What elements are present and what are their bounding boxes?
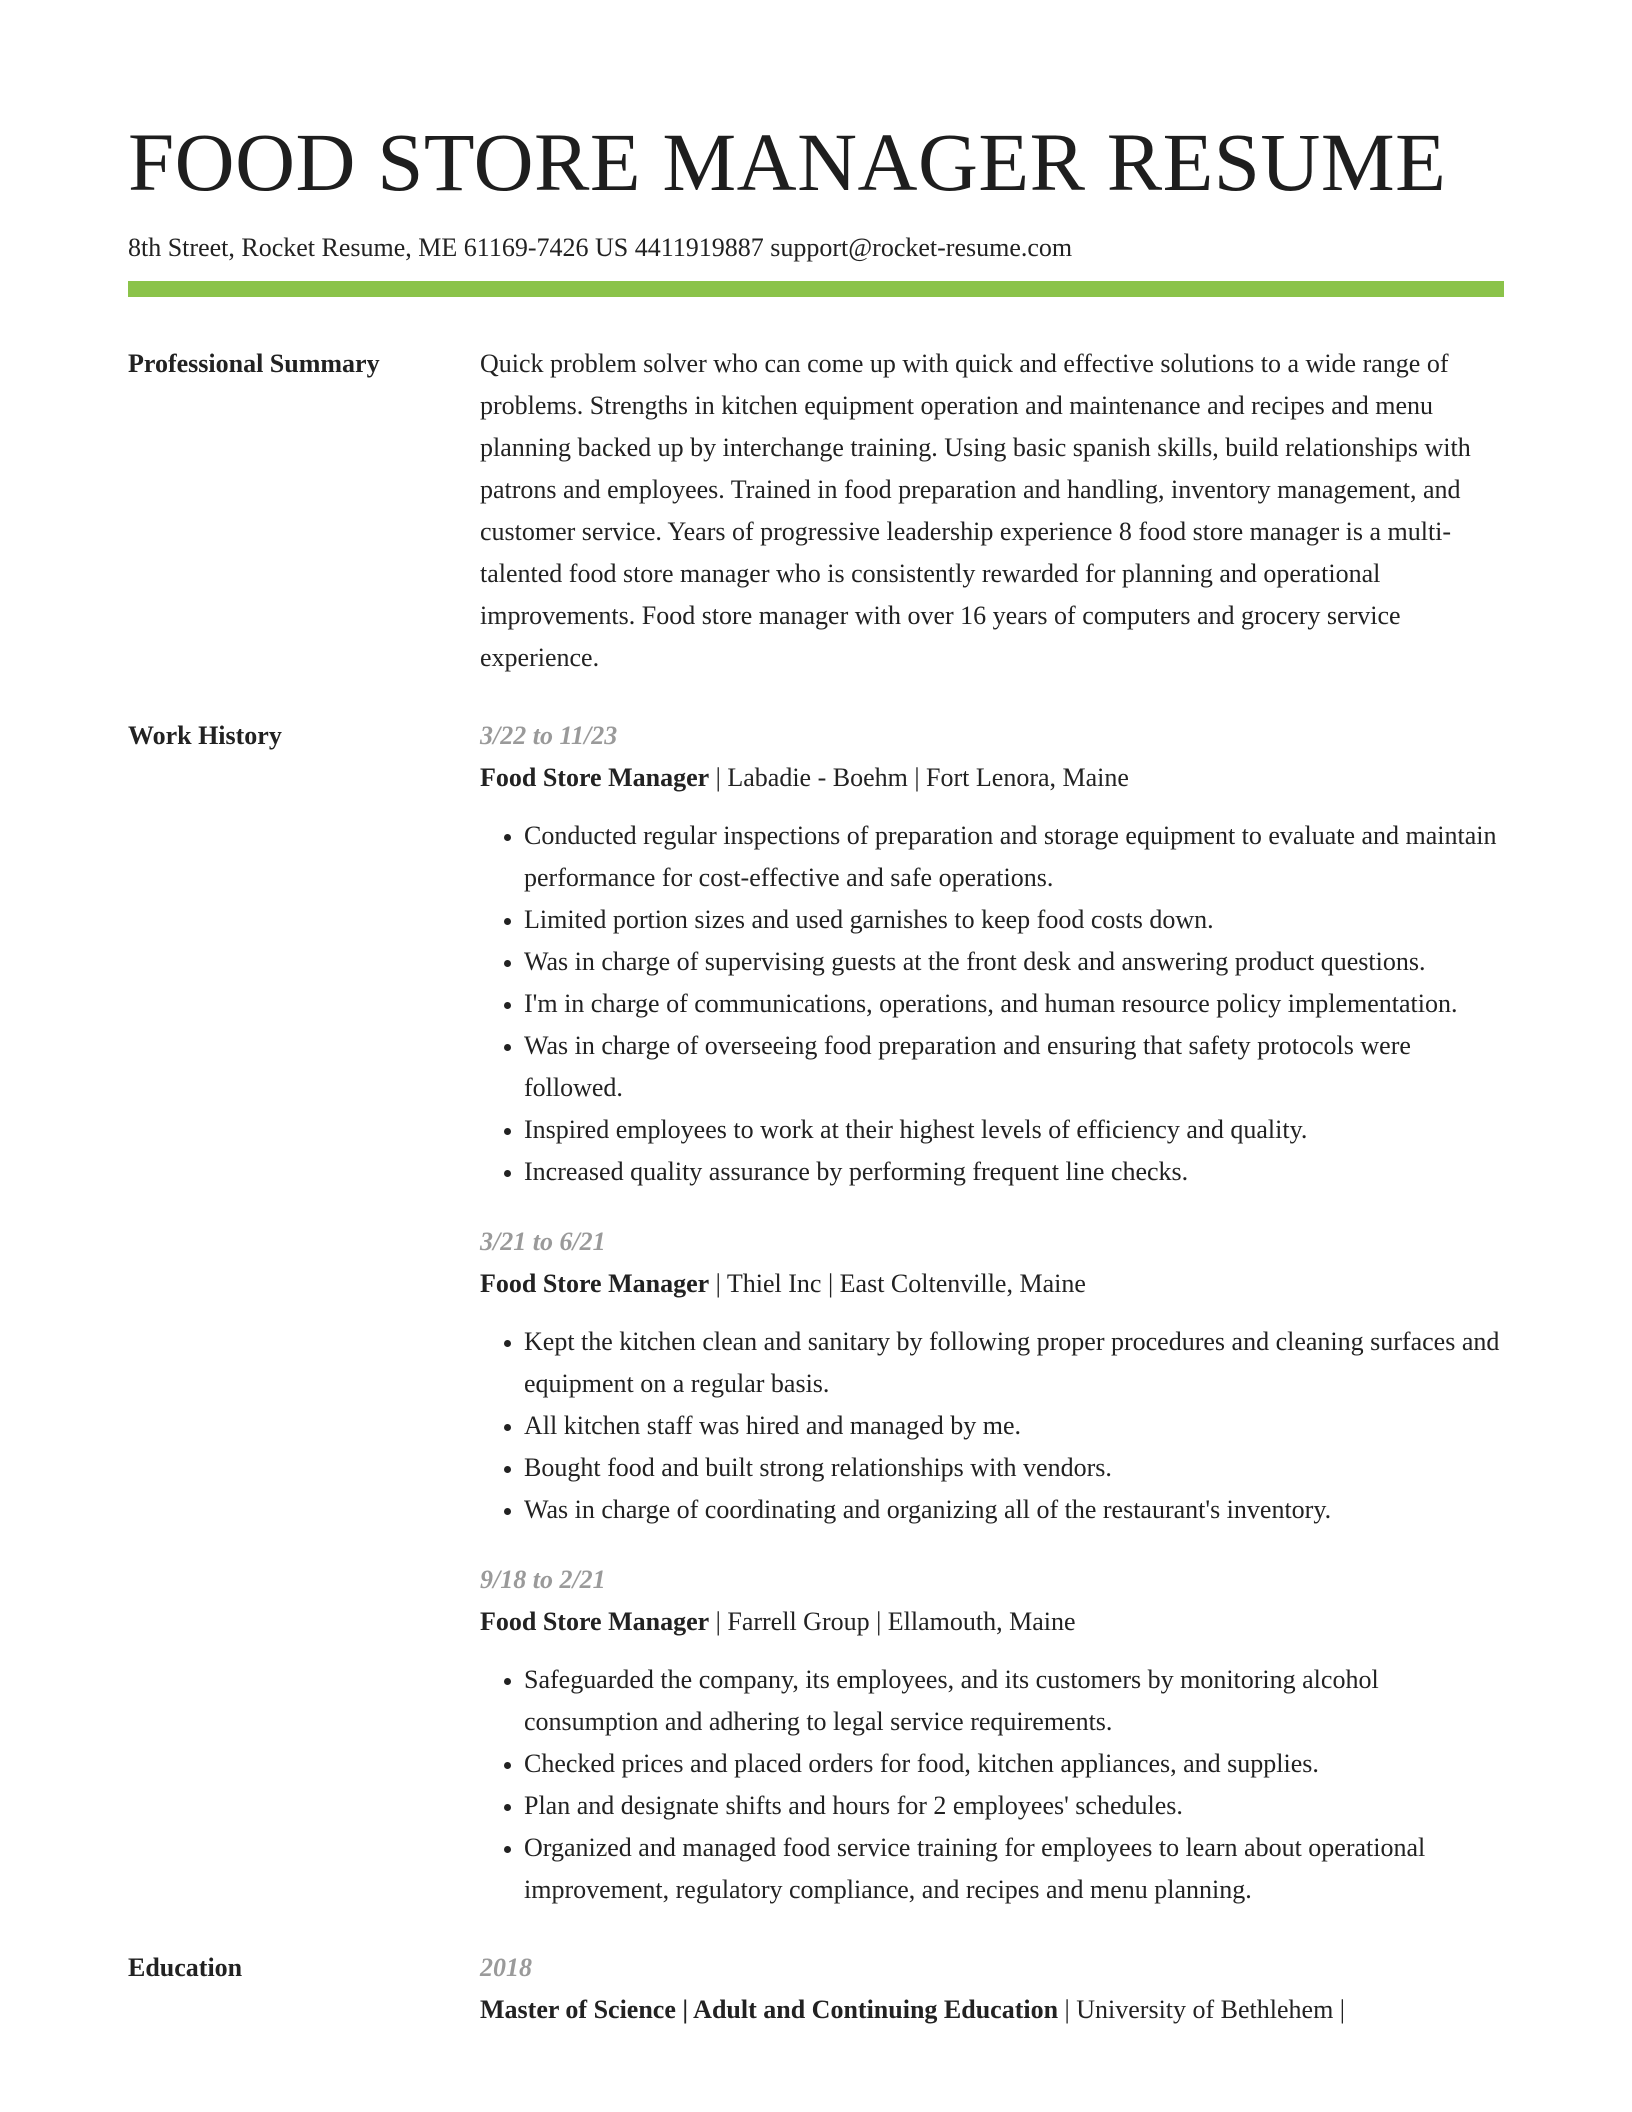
job-bullet: • I'm in charge of communications, operations, and human resource policy implementation. (524, 983, 1504, 1025)
job-details: | Thiel Inc | East Coltenville, Maine (709, 1269, 1086, 1299)
job-bullets (480, 1321, 1504, 1531)
resume-title: FOOD STORE MANAGER RESUME (128, 116, 1447, 208)
job-role-line (480, 1601, 1504, 1643)
education-school: | University of Bethlehem | (1058, 1995, 1346, 2025)
job-entry (480, 715, 1504, 1193)
job-role-line (480, 757, 1504, 799)
job-entry (480, 1221, 1504, 1531)
summary-text: Quick problem solver who can come up with quick and effective solutions to a wide range of problems. Strengths in kitchen equipment operation and maintenance and recipes and menu planning backed up by interchange training. Using basic spanish skills, build relationships with patrons and employees. Trained in food preparation and handling, inventory management, and customer service. Years of progressive leadership experience 8 food store manager is a multi-talented food store manager who is consistently rewarded for planning and operational improvements. Food store manager with over 16 years of computers and grocery service experience. (480, 349, 1471, 673)
accent-divider (128, 281, 1504, 297)
job-bullet: • Checked prices and placed orders for food, kitchen appliances, and supplies. (524, 1743, 1504, 1785)
job-bullets (480, 815, 1504, 1193)
summary-body (480, 345, 1504, 679)
education-line (480, 1989, 1504, 2031)
education-body (480, 1949, 1504, 2031)
job-title: Food Store Manager (480, 763, 710, 793)
job-details: | Labadie - Boehm | Fort Lenora, Maine (709, 763, 1129, 793)
job-bullet: • Organized and managed food service training for employees to learn about operational improvement, regulatory compliance, and recipes and menu planning. (524, 1827, 1504, 1911)
job-dates: 3/21 to 6/21 (480, 1227, 606, 1257)
job-bullet: • All kitchen staff was hired and managed by me. (524, 1405, 1504, 1447)
education-section (128, 1949, 1504, 2031)
section-label-summary: Professional Summary (128, 349, 380, 379)
job-details: | Farrell Group | Ellamouth, Maine (709, 1607, 1076, 1637)
job-title: Food Store Manager (480, 1607, 710, 1637)
job-title: Food Store Manager (480, 1269, 710, 1299)
job-dates: 9/18 to 2/21 (480, 1565, 606, 1595)
job-bullet: • Bought food and built strong relationships with vendors. (524, 1447, 1504, 1489)
job-entry (480, 1559, 1504, 1911)
summary-section (128, 345, 1504, 679)
resume-page (128, 0, 1504, 2031)
job-bullet: • Conducted regular inspections of preparation and storage equipment to evaluate and maintain performance for cost-effective and safe operations. (524, 815, 1504, 899)
job-bullet: • Inspired employees to work at their highest levels of efficiency and quality. (524, 1109, 1504, 1151)
job-role-line (480, 1263, 1504, 1305)
education-degree: Master of Science | Adult and Continuing Education (480, 1995, 1059, 2025)
job-bullet: • Limited portion sizes and used garnishes to keep food costs down. (524, 899, 1504, 941)
job-bullet: • Safeguarded the company, its employees, and its customers by monitoring alcohol consumption and adhering to legal service requirements. (524, 1659, 1504, 1743)
contact-info: 8th Street, Rocket Resume, ME 61169-7426 US 4411919887 support@rocket-resume.com (128, 233, 1073, 262)
job-bullets (480, 1659, 1504, 1911)
job-bullet: • Was in charge of supervising guests at the front desk and answering product questions. (524, 941, 1504, 983)
education-year: 2018 (480, 1953, 532, 1983)
job-bullet: • Was in charge of coordinating and organizing all of the restaurant's inventory. (524, 1489, 1504, 1531)
work-history-section (128, 717, 1504, 1911)
job-bullet: • Increased quality assurance by performing frequent line checks. (524, 1151, 1504, 1193)
job-dates: 3/22 to 11/23 (480, 721, 618, 751)
job-bullet: • Kept the kitchen clean and sanitary by following proper procedures and cleaning surfaces and equipment on a regular basis. (524, 1321, 1504, 1405)
job-bullet: • Was in charge of overseeing food preparation and ensuring that safety protocols were followed. (524, 1025, 1504, 1109)
section-label-education: Education (128, 1953, 243, 1983)
section-label-work-history: Work History (128, 721, 282, 751)
work-history-body (480, 717, 1504, 1911)
job-bullet: • Plan and designate shifts and hours for 2 employees' schedules. (524, 1785, 1504, 1827)
